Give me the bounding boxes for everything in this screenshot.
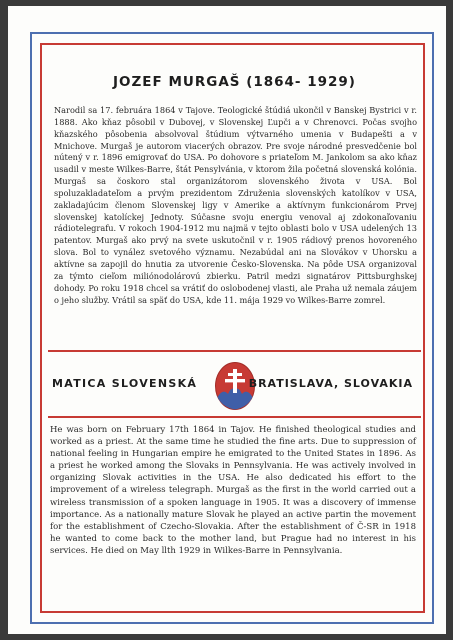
divider-top bbox=[48, 350, 421, 352]
matica-logo-row bbox=[48, 361, 421, 411]
slovak-biography-text: Narodil sa 17. februára 1864 v Tajove. Teologické štúdiá ukončil v Banskej Bystrici v r. 1888. Ako kňaz pôsobil v Dubovej, v Slovenskej Ľupči a v Chrenovci. Počas svojho kňazského pôsobenia absolvoval štúdium výtvarného umenia v Budapešti a v Mnichove. Murgaš je autorom viacerých obrazov. Pre svoje národné presvedčenie bol nútený v r. 1896 emigrovať do USA. Po dohovore s priateľom M. Jankolom sa ako kňaz usadil v meste Wilkes-Barre, štát Pensylvánia, v ktorom žila početná slovenská kolónia. Murgaš sa čoskoro stal organizátorom slovenského života v USA. Bol spoluzakladateľom a prvým prezidentom Združenia slovenských katolíkov v USA, zakladajúcim členom Slovenskej ligy v Amerike a aktívnym funkcionárom Prvej slovenskej katolíckej Jednoty. Súčasne svoju energiu venoval aj zdokonaľovaniu rádiotelegrafu. V rokoch 1904-1912 mu najmä v tejto oblasti bolo v USA udelených 13 patentov. Murgaš ako prvý na svete uskutočnil v r. 1905 rádiový prenos hovoreného slova. Bol to vynález svetového významu. Nezabúdal ani na Slovákov v Uhorsku a aktívne sa zapojil do hnutia za utvorenie Česko-Slovenska. Na pôde USA organizoval za týmto cieľom miliónodolárovú zbierku. Patril medzi signatárov Pittsburghskej dohody. Po roku 1918 chcel sa vrátiť do oslobodenej vlasti, ale Praha už nemala záujem o jeho služby. Vrátil sa späť do USA, kde 11. mája 1929 vo Wilkes-Barre zomrel. bbox=[54, 105, 417, 305]
english-biography-text: He was born on February 17th 1864 in Tajov. He finished theological studies and worked as a priest. At the same time he studied the fine arts. Due to suppression of national feeling in Hungarian empire he emigrated to the United States in 1896. As a priest he worked among the Slovaks in Pennsylvania. He was actively involved in organizing Slovak activities in the USA. He also dedicated his effort to the improvement of a wireless telegraph. Murgaš as the first in the world carried out a wireless transmission of a spoken language in 1905. It was a discovery of immense importance. As a nationally mature Slovak he played an active partin the movement for the establishment of Czecho-Slovakia. After the establishment of Č-SR in 1918 he wanted to come back to the mother land, but Prague had no interest in his services. He died on May llth 1929 in Wilkes-Barre in Pennsylvania. bbox=[50, 425, 416, 556]
document-sheet bbox=[8, 6, 446, 634]
matica-slovenska-label: MATICA SLOVENSKÁ bbox=[52, 377, 198, 390]
page-title: JOZEF MURGAŠ (1864- 1929) bbox=[113, 74, 356, 90]
divider-bottom bbox=[48, 416, 421, 418]
bratislava-slovakia-label: BRATISLAVA, SLOVAKIA bbox=[248, 377, 413, 390]
